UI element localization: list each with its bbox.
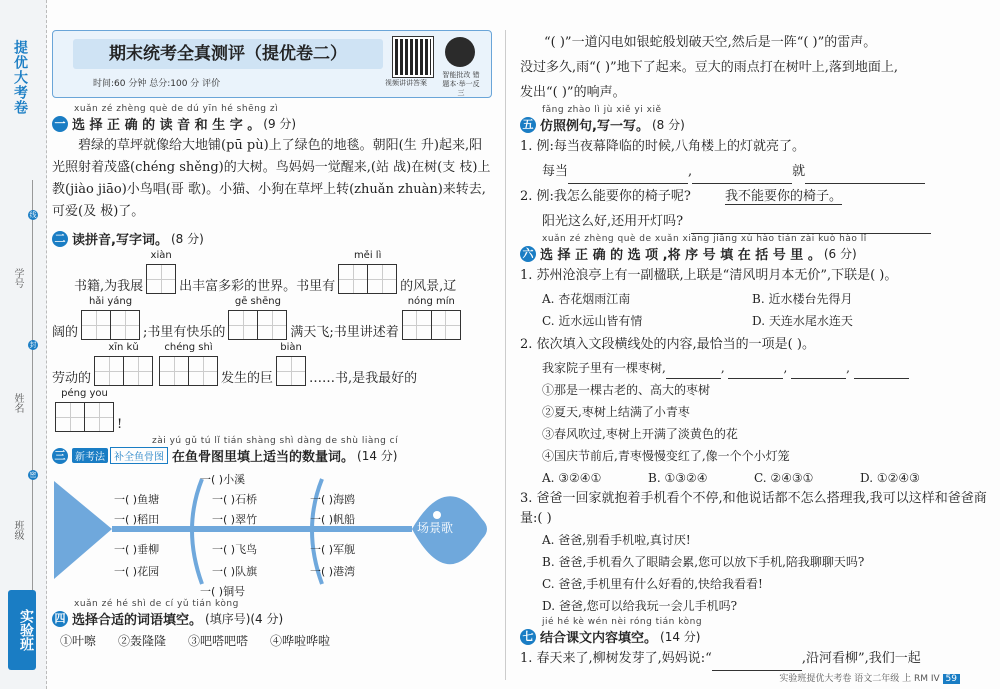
new-method-tag: 新考法 [72,448,108,463]
question-text: ,沿河看柳”,我们一起 [801,651,921,666]
fish-eye [433,511,441,519]
answer-prefix: 每当 [542,164,569,179]
answer-word: 就 [792,164,806,179]
writing-box[interactable] [159,356,189,386]
section-number: 七 [520,629,536,645]
fishbone-item[interactable]: 一( )垂柳 [114,543,160,556]
section-points: (9 分) [263,117,297,131]
section-number: 三 [52,448,68,464]
pinyin-hint: gē shēng [234,296,281,307]
choice-option[interactable]: B. 爸爸,手机看久了眼睛会累,您可以放下手机,陪我聊聊天吗? [542,555,865,569]
word-option: ②轰隆隆 [118,634,167,648]
pinyin-row [52,388,494,432]
question: 2. 依次填入文段横线处的内容,最恰当的一项是( )。 [520,337,815,352]
right-column [520,30,990,685]
choice-option[interactable]: B. 近水楼台先得月 [752,292,853,306]
fishbone-item[interactable]: 一( )飞鸟 [212,543,258,556]
writing-box[interactable] [81,310,111,340]
question: 1. 例:每当夜幕降临的时候,八角楼上的灯就亮了。 [520,139,806,154]
question-text: 我家院子里有一棵枣树, [542,361,666,375]
text-fragment: 劳动的 [52,371,92,386]
tianzige-group [81,296,140,340]
answer-blank[interactable] [712,652,802,671]
fishbone-item[interactable]: 一( )铜号 [200,585,246,598]
choice-option[interactable]: B. ①③②④ [648,471,708,485]
seal-dot: 封 [29,341,37,349]
brand-badge: 实验班 [8,590,36,670]
question-text: 阳光这么好,还用开灯吗? [542,214,684,229]
passage-line: 没过多久,雨“( )”地下了起来。豆大的雨点打在树叶上,落到地面上, [520,60,898,75]
tianzige-group [338,250,397,294]
example-answer: 我不能要你的椅子。 [725,189,843,204]
writing-box[interactable] [258,310,287,340]
answer-blank[interactable] [666,360,721,379]
choice-option[interactable]: C. ②④③① [754,471,814,485]
writing-box[interactable] [368,264,397,294]
writing-box[interactable] [55,402,85,432]
student-number-label: 学号 [12,268,23,288]
question: 1. 苏州沧浪亭上有一副楹联,上联是“清风明月本无价”,下联是( )。 [520,268,898,283]
section-pinyin: zài yú gǔ tú lǐ tián shàng shì dàng de shù liàng cí [152,436,399,446]
fishbone-item[interactable]: 一( )石桥 [212,493,258,506]
fishbone-item[interactable]: 一( )队旗 [212,565,258,578]
section-heading [520,244,990,263]
choice-option[interactable]: C. 近水远山皆有情 [542,314,643,328]
choice-option[interactable]: D. 爸爸,您可以给我玩一会儿手机吗? [542,599,738,613]
pinyin-row [74,250,494,294]
choice-option[interactable]: C. 爸爸,手机里有什么好看的,快给我看看! [542,577,763,591]
pinyin-hint: xīn kǔ [108,342,139,353]
section-number: 二 [52,231,68,247]
answer-line: 我家院子里有一棵枣树, , , , [542,357,990,379]
section-pinyin: xuǎn zé zhèng què de xuǎn xiàng jiāng xù hào tián zài kuò hào lǐ [542,234,867,244]
question-text: 2. 例:我怎么能要你的椅子呢? [520,189,691,204]
fishbone-item[interactable]: 一( )花园 [114,565,160,578]
choice-option[interactable]: A. 杏花烟雨江南 [542,292,631,306]
pinyin-hint: xiàn [150,250,172,261]
text-fragment: 满天飞;书里讲述着 [290,325,399,340]
pinyin-row [52,296,494,340]
logo-caption: 智能批改 错题本·举一反三 [442,71,480,97]
column-divider [505,30,506,680]
class-label: 班级 [12,520,23,540]
section-points: (8 分) [170,232,204,246]
section-points: (填序号)(4 分) [205,612,284,626]
choice-list [542,467,990,489]
exam-header [52,30,492,98]
pinyin-hint: péng you [61,388,108,399]
section-number: 一 [52,116,68,132]
fishbone-item[interactable]: 一( )军舰 [310,543,356,556]
seal-dot: 密 [29,471,37,479]
answer-sep: , [688,164,693,179]
question: 3. 爸爸一回家就抱着手机看个不停,和他说话都不怎么搭理我,我可以这样和爸爸商量:( ) [520,491,987,526]
writing-box[interactable] [338,264,368,294]
answer-line [542,159,990,184]
text-fragment: 书籍,为我展 [74,279,144,294]
sentence-option: ④国庆节前后,青枣慢慢变红了,像一个个小灯笼 [542,449,790,463]
section-pinyin: jié hé kè wén nèi róng tián kòng [542,617,703,627]
section-title: 选 择 正 确 的 选 项 ,将 序 号 填 在 括 号 里 。 [540,248,821,263]
writing-box[interactable] [111,310,140,340]
fishbone-tag: 补全鱼骨图 [110,447,168,464]
name-label: 姓名 [12,393,23,413]
section-pinyin: xuǎn zé zhèng què de dú yīn hé shēng zì [74,104,279,114]
passage-line: “( )”一道闪电如银蛇般划破天空,然后是一阵“( )”的雷声。 [544,35,877,50]
text-fragment: 阔的 [52,325,79,340]
text-fragment: 出丰富多彩的世界。书里有 [179,279,336,294]
text-fragment: 的风景,辽 [400,279,457,294]
tianzige-group [55,388,114,432]
fishbone-diagram [52,469,492,599]
binding-line [32,180,33,600]
fishbone-item[interactable]: 一( )鱼塘 [114,493,160,506]
qr-caption: 视频讲讲答案 [385,79,427,87]
brand-logo: 提优大考卷 [12,40,28,115]
section-title: 选 择 正 确 的 读 音 和 生 字 。 [72,118,261,133]
sentence-option: ②夏天,枣树上结满了小青枣 [542,405,690,419]
text-fragment: ! [117,417,123,432]
left-column [52,30,494,685]
writing-box[interactable] [276,356,306,386]
page-footer [779,671,960,684]
section-pinyin: xuǎn zé hé shì de cí yǔ tián kòng [74,599,239,609]
writing-box[interactable] [94,356,124,386]
answer-blank[interactable] [691,215,931,234]
word-option: ③吧嗒吧嗒 [188,634,249,648]
section-title: 读拼音,写字词。 [72,233,168,248]
choice-option[interactable]: A. 爸爸,别看手机啦,真讨厌! [542,533,691,547]
section-heading [520,115,990,134]
tianzige-group [159,342,218,386]
binding-spine [0,0,47,689]
qr-code-icon [393,37,433,77]
section-heading [520,627,990,646]
tianzige-group [94,342,153,386]
section-title: 结合课文内容填空。 [540,631,658,646]
section-points: (14 分) [357,449,398,463]
tianzige-group [276,342,306,386]
answer-blank[interactable] [791,360,846,379]
section-pinyin: fǎng zhào lì jù xiě yi xiě [542,105,662,115]
answer-line [542,209,990,234]
seal-dot: 线 [29,211,37,219]
pinyin-hint: biàn [280,342,302,353]
writing-box[interactable] [85,402,114,432]
section-heading [52,114,494,133]
section-points: (6 分) [823,247,857,261]
choice-option[interactable]: A. ③②④① [542,471,602,485]
fishbone-item[interactable]: 一( )港湾 [310,565,356,578]
writing-box[interactable] [432,310,461,340]
fishbone-item[interactable]: 一( )小溪 [200,473,246,486]
smart-grading-icon [445,37,475,67]
answer-blank[interactable] [854,360,909,379]
answer-blank[interactable] [805,165,925,184]
pinyin-hint: měi lì [353,250,382,261]
question-text: 1. 春天来了,柳树发芽了,妈妈说:“ [520,651,712,666]
fishbone-item[interactable]: 一( )翠竹 [212,513,258,526]
exam-title: 期末统考全真测评（提优卷二） [73,39,383,69]
writing-box[interactable] [146,264,176,294]
page-number: 59 [943,674,960,684]
tianzige-group [228,296,287,340]
text-fragment: ;书里有快乐的 [143,325,226,340]
pinyin-row [52,342,494,386]
tianzige-group [402,296,461,340]
footer-text: 实验班提优大考卷 语文二年级 上 RM IV [779,674,940,684]
pinyin-hint: hǎi yáng [88,296,133,307]
section-title: 选择合适的词语填空。 [72,613,203,628]
section-title: 仿照例句,写一写。 [540,119,649,134]
passage-line: 发出“( )”的响声。 [520,85,626,100]
fish-tail [54,481,112,579]
tianzige-group [146,250,176,294]
choice-option[interactable]: D. 天连水尾水连天 [752,314,853,328]
sentence-option: ③春风吹过,枣树上开满了淡黄色的花 [542,427,738,441]
writing-box[interactable] [189,356,218,386]
section-heading [52,609,494,628]
section-number: 四 [52,611,68,627]
section-points: (8 分) [651,118,685,132]
fishbone-item[interactable]: 一( )稻田 [114,513,160,526]
fishbone-item[interactable]: 一( )海鸥 [310,493,356,506]
fishbone-item[interactable]: 一( )帆船 [310,513,356,526]
exam-meta: 时间:60 分钟 总分:100 分 评价 [93,79,221,89]
text-fragment: 发生的巨 [221,371,274,386]
sentence-option: ①那是一棵古老的、高大的枣树 [542,383,711,397]
pinyin-hint: nóng mín [407,296,455,307]
text-fragment: ……书,是我最好的 [309,371,418,386]
question [520,184,990,209]
section-points: (14 分) [660,630,701,644]
section-title: 在鱼骨图里填上适当的数量词。 [172,450,355,465]
answer-blank[interactable] [568,165,688,184]
word-option: ④哗啦哗啦 [270,634,331,648]
word-options [60,632,494,649]
fish-head-label: 场景歌 [417,521,454,535]
pinyin-hint: chéng shì [164,342,213,353]
reading-passage: 碧绿的草坪就像给大地铺(pū pù)上了绿色的地毯。朝阳(生 升)起来,阳光照射着茂盛(chéng shěng)的大树。鸟妈妈一觉醒来,(站 战)在树(支 枝)上教(jiào jiāo)小鸟唱(哥 歌)。小猫、小狗在草坪上转(zhuǎn zhuàn)来转去,可爱(及 极)了。 [52,138,491,219]
writing-box[interactable] [124,356,153,386]
section-heading [52,229,494,248]
writing-box[interactable] [228,310,258,340]
answer-blank[interactable] [692,165,792,184]
choice-option[interactable]: D. ①②④③ [860,471,920,485]
writing-box[interactable] [402,310,432,340]
word-option: ①叶嚓 [60,634,97,648]
section-number: 五 [520,117,536,133]
answer-blank[interactable] [728,360,783,379]
section-heading [52,446,494,465]
section-number: 六 [520,246,536,262]
choice-list [542,288,990,332]
answer-line [520,646,990,671]
